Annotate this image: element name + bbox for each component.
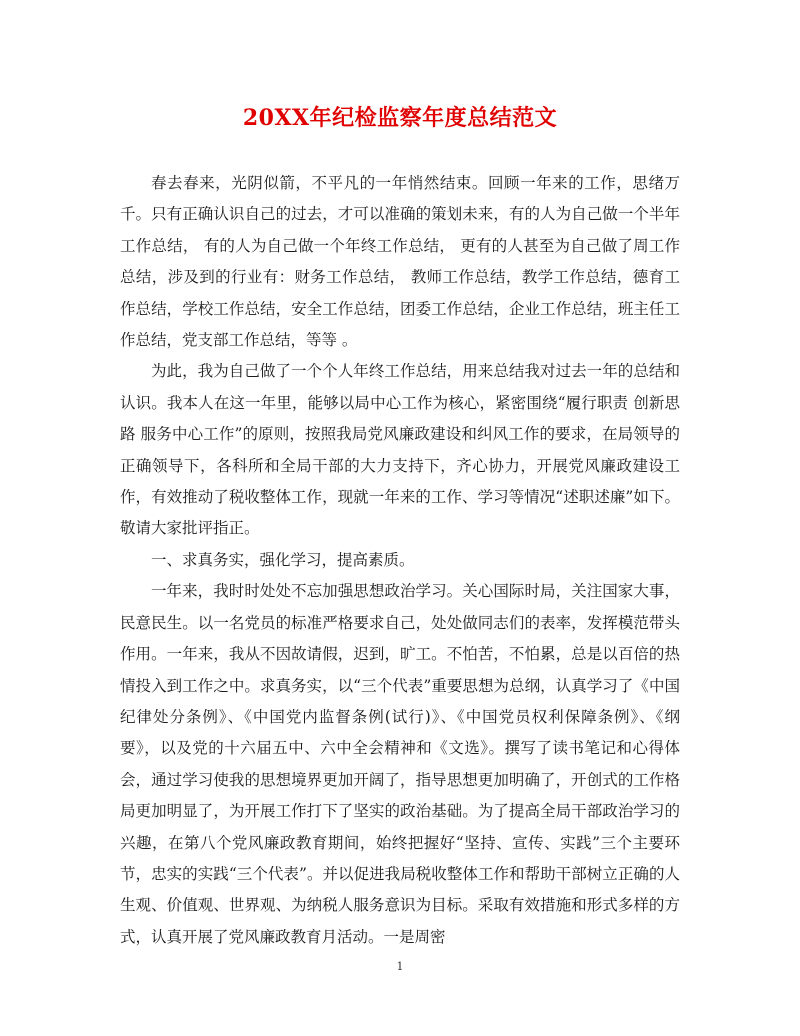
- section-heading-1: 一、求真务实，强化学习，提高素质。: [151, 550, 415, 569]
- document-title: 20XX年纪检监察年度总结范文: [242, 105, 558, 131]
- paragraph-study: 一年来，我时时处处不忘加强思想政治学习。关心国际时局，关注国家大事，民意民生。以一名党员的标准严格要求自己，处处做同志们的表率，发挥模范带头作用。一年来，我从不因故请假，迟到，旷工。不怕苦，不怕累，总是以百倍的热情投入到工作之中。求真务实，以“三个代表”重要思想为总纲，认真学习了《中国纪律处分条例》、《中国党内监督条例(试行)》、《中国党员权利保障条例》、《纲要》，以及党的十六届五中、六中全会精神和《文选》。撰写了读书笔记和心得体会，通过学习使我的思想境界更加开阔了，指导思想更加明确了，开创式的工作格局更加明显了，为开展工作打下了坚实的政治基础。为了提高全局干部政治学习的兴趣，在第八个党风廉政教育期间，始终把握好“坚持、宣传、实践”三个主要环节，忠实的实践“三个代表”。并以促进我局税收整体工作和帮助干部树立正确的人生观、价值观、世界观、为纳税人服务意识为目标。采取有效措施和形式多样的方式，认真开展了党风廉政教育月活动。一是周密: [120, 582, 680, 946]
- paragraph-intro: 春去春来，光阴似箭，不平凡的一年悄然结束。回顾一年来的工作，思绪万千。只有正确认识自己的过去，才可以准确的策划未来，有的人为自己做一个半年工作总结， 有的人为自己做一个年终工作总结， 更有的人甚至为自己做了周工作总结，涉及到的行业有：财务工作总结， 教师工作总结，教学工作总结，德育工作总结，学校工作总结，安全工作总结，团委工作总结，企业工作总结，班主任工作总结，党支部工作总结，等等 。: [120, 174, 680, 350]
- document-body: [120, 168, 680, 953]
- paragraph-purpose: 为此，我为自己做了一个个人年终工作总结，用来总结我对过去一年的总结和认识。我本人在这一年里，能够以局中心工作为核心，紧密围绕“履行职责 创新思路 服务中心工作”的原则，按照我局党风廉政建设和纠风工作的要求，在局领导的正确领导下，各科所和全局干部的大力支持下，齐心协力，开展党风廉政建设工作，有效推动了税收整体工作，现就一年来的工作、学习等情况“述职述廉”如下。敬请大家批评指正。: [120, 362, 680, 538]
- page-number: 1: [396, 960, 404, 973]
